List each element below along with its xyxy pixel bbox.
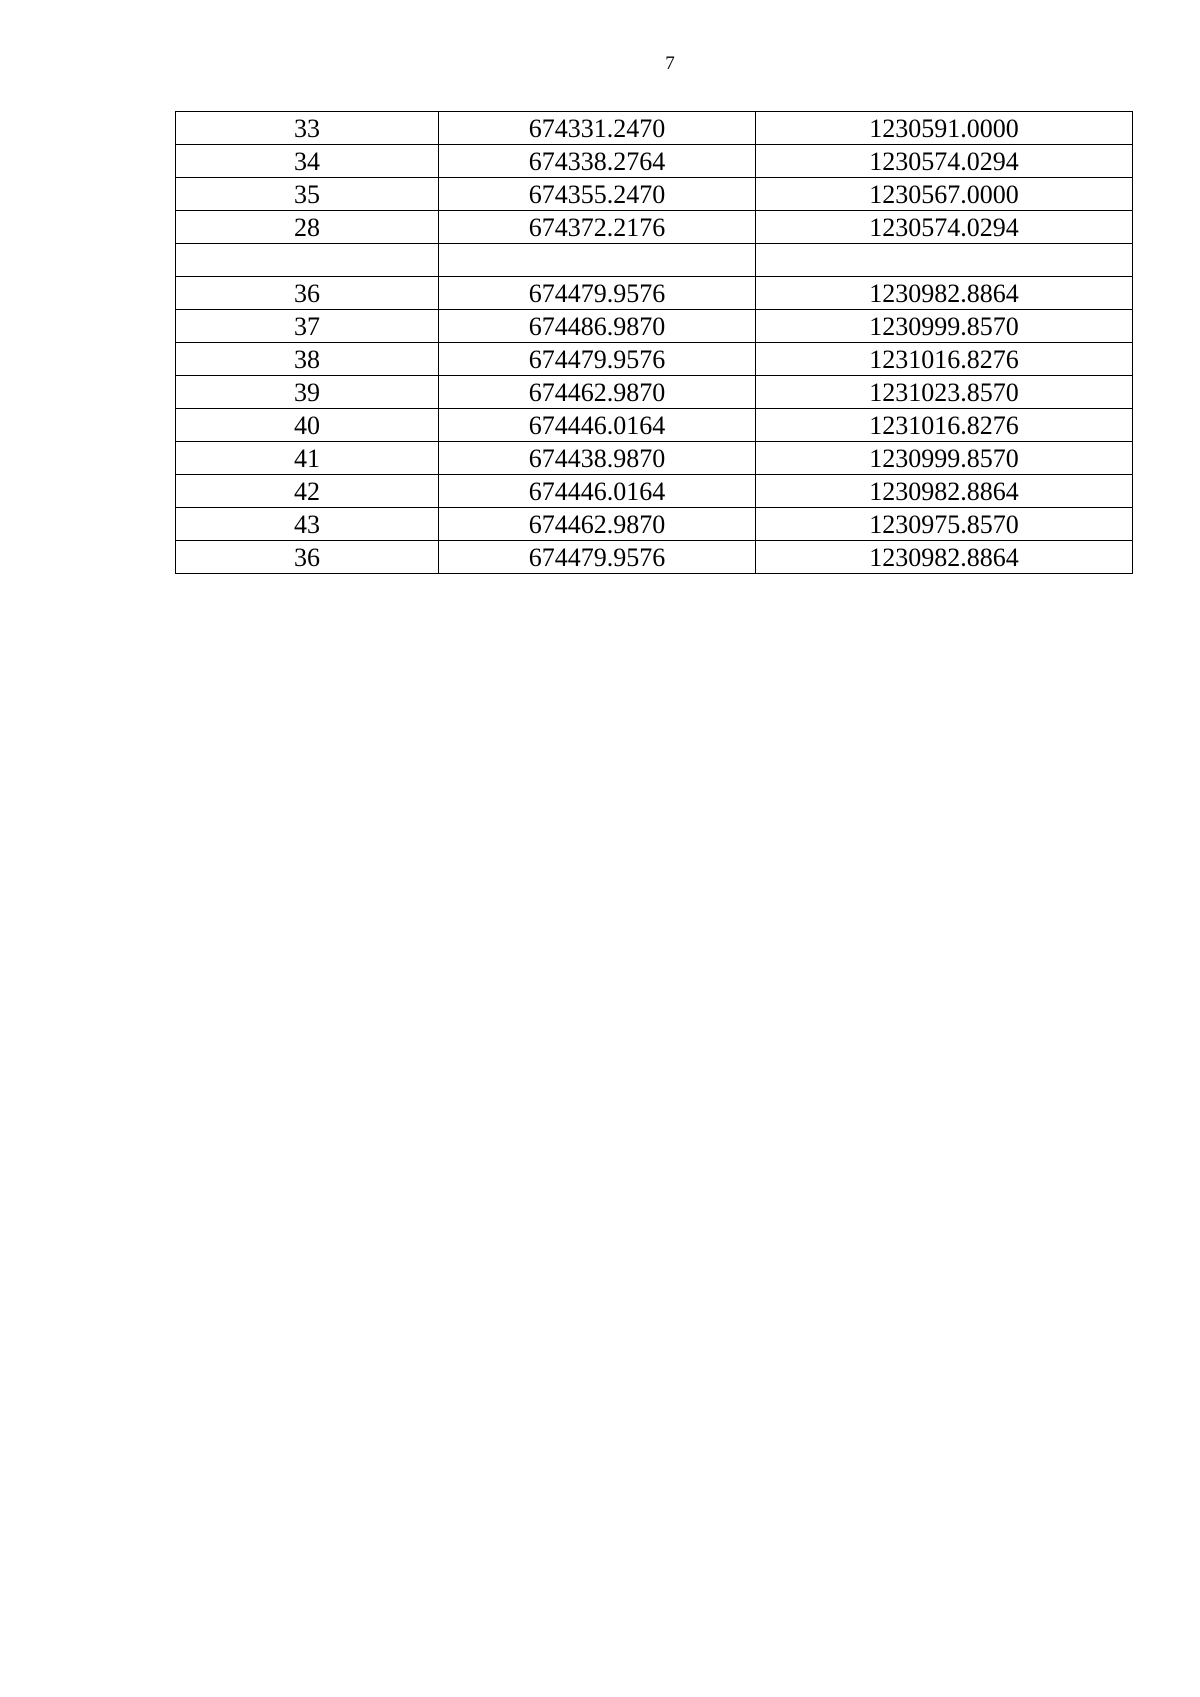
point-number-cell: 39 [176, 376, 439, 409]
y-coordinate-cell: 1230982.8864 [756, 475, 1133, 508]
y-coordinate-cell: 1231016.8276 [756, 409, 1133, 442]
point-number-cell: 41 [176, 442, 439, 475]
table-row [176, 409, 1133, 442]
point-number-cell: 28 [176, 211, 439, 244]
point-number-cell: 33 [176, 112, 439, 145]
x-coordinate-cell: 674355.2470 [439, 178, 756, 211]
table-row [176, 310, 1133, 343]
table-row [176, 442, 1133, 475]
y-coordinate-cell: 1230982.8864 [756, 277, 1133, 310]
x-coordinate-cell: 674338.2764 [439, 145, 756, 178]
table-row [176, 343, 1133, 376]
page-number: 7 [665, 53, 675, 74]
x-coordinate-cell: 674331.2470 [439, 112, 756, 145]
point-number-cell: 34 [176, 145, 439, 178]
y-coordinate-cell: 1230574.0294 [756, 211, 1133, 244]
x-coordinate-cell: 674479.9576 [439, 343, 756, 376]
x-coordinate-cell: 674438.9870 [439, 442, 756, 475]
point-number-cell: 37 [176, 310, 439, 343]
coordinates-table [175, 111, 1133, 574]
table-row [176, 178, 1133, 211]
y-coordinate-cell: 1230999.8570 [756, 310, 1133, 343]
y-coordinate-cell: 1230975.8570 [756, 508, 1133, 541]
y-coordinate-cell: 1230999.8570 [756, 442, 1133, 475]
point-number-cell: 36 [176, 541, 439, 574]
point-number-cell: 35 [176, 178, 439, 211]
x-coordinate-cell: 674479.9576 [439, 541, 756, 574]
table-row [176, 112, 1133, 145]
x-coordinate-cell: 674462.9870 [439, 508, 756, 541]
point-number-cell [176, 244, 439, 277]
y-coordinate-cell: 1230982.8864 [756, 541, 1133, 574]
table-row-empty [176, 244, 1133, 277]
table-row [176, 376, 1133, 409]
point-number-cell: 42 [176, 475, 439, 508]
x-coordinate-cell: 674479.9576 [439, 277, 756, 310]
point-number-cell: 36 [176, 277, 439, 310]
y-coordinate-cell: 1231023.8570 [756, 376, 1133, 409]
y-coordinate-cell [756, 244, 1133, 277]
point-number-cell: 40 [176, 409, 439, 442]
table-row [176, 211, 1133, 244]
x-coordinate-cell: 674372.2176 [439, 211, 756, 244]
y-coordinate-cell: 1230591.0000 [756, 112, 1133, 145]
x-coordinate-cell: 674486.9870 [439, 310, 756, 343]
coordinates-table-body [176, 112, 1133, 574]
x-coordinate-cell: 674462.9870 [439, 376, 756, 409]
table-row [176, 277, 1133, 310]
y-coordinate-cell: 1230567.0000 [756, 178, 1133, 211]
table-row [176, 508, 1133, 541]
x-coordinate-cell [439, 244, 756, 277]
table-row [176, 145, 1133, 178]
x-coordinate-cell: 674446.0164 [439, 475, 756, 508]
table-row [176, 541, 1133, 574]
point-number-cell: 38 [176, 343, 439, 376]
point-number-cell: 43 [176, 508, 439, 541]
y-coordinate-cell: 1230574.0294 [756, 145, 1133, 178]
x-coordinate-cell: 674446.0164 [439, 409, 756, 442]
table-row [176, 475, 1133, 508]
y-coordinate-cell: 1231016.8276 [756, 343, 1133, 376]
